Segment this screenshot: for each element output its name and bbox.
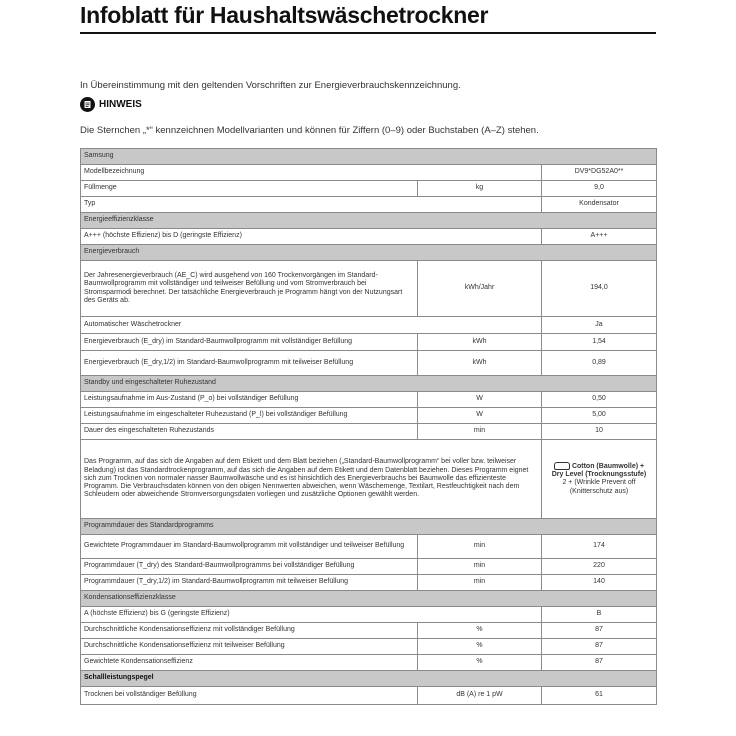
info-table xyxy=(80,148,657,705)
po-label: Leistungsaufnahme im Aus-Zustand (P_o) bei vollständiger Befüllung xyxy=(81,392,418,408)
table-row xyxy=(81,229,657,245)
edry-value: 1,54 xyxy=(542,334,657,351)
noise-header: Schallleistungspegel xyxy=(81,671,657,687)
brand-cell: Samsung xyxy=(81,149,657,165)
program-value-line4: (Knitterschutz aus) xyxy=(569,487,629,495)
aec-value: 194,0 xyxy=(542,261,657,317)
standby-header: Standby und eingeschalteter Ruhezustand xyxy=(81,376,657,392)
tl-label: Dauer des eingeschalteten Ruhezustands xyxy=(81,424,418,440)
noise-unit: dB (A) re 1 pW xyxy=(418,687,542,705)
tdry-unit: min xyxy=(418,559,542,575)
note-label: HINWEIS xyxy=(99,99,142,110)
noise-label: Trocknen bei vollständiger Befüllung xyxy=(81,687,418,705)
capacity-label: Füllmenge xyxy=(81,181,418,197)
table-row xyxy=(81,671,657,687)
program-value xyxy=(542,440,657,519)
table-row xyxy=(81,392,657,408)
table-row xyxy=(81,535,657,559)
tt-value: 174 xyxy=(542,535,657,559)
cond-full-value: 87 xyxy=(542,623,657,639)
cond-part-unit: % xyxy=(418,639,542,655)
table-row xyxy=(81,607,657,623)
cond-weighted-value: 87 xyxy=(542,655,657,671)
cond-header: Kondensationseffizienzklasse xyxy=(81,591,657,607)
noise-value: 61 xyxy=(542,687,657,705)
cotton-program-icon xyxy=(554,462,570,470)
cond-weighted-unit: % xyxy=(418,655,542,671)
capacity-unit: kg xyxy=(418,181,542,197)
table-row xyxy=(81,408,657,424)
program-value-line1: Cotton (Baumwolle) + xyxy=(571,462,645,470)
tdry-half-label: Programmdauer (T_dry,1/2) im Standard-Baumwollprogramm mit teilweiser Befüllung xyxy=(81,575,418,591)
table-row xyxy=(81,591,657,607)
table-row xyxy=(81,687,657,705)
page-title: Infoblatt für Haushaltswäschetrockner xyxy=(80,2,489,28)
table-row xyxy=(81,181,657,197)
table-row xyxy=(81,197,657,213)
auto-dryer-value: Ja xyxy=(542,317,657,334)
edry-label: Energieverbrauch (E_dry) im Standard-Baumwollprogramm mit vollständiger Befüllung xyxy=(81,334,418,351)
table-row xyxy=(81,351,657,376)
energy-header: Energieverbrauch xyxy=(81,245,657,261)
cond-part-label: Durchschnittliche Kondensationseffizienz mit teilweiser Befüllung xyxy=(81,639,418,655)
table-row xyxy=(81,519,657,535)
tdry-label: Programmdauer (T_dry) des Standard-Baumwollprogramms bei vollständiger Befüllung xyxy=(81,559,418,575)
capacity-value: 9,0 xyxy=(542,181,657,197)
table-row xyxy=(81,655,657,671)
pl-value: 5,00 xyxy=(542,408,657,424)
cond-full-unit: % xyxy=(418,623,542,639)
table-row xyxy=(81,376,657,392)
eec-label: A+++ (höchste Effizienz) bis D (geringste Effizienz) xyxy=(81,229,542,245)
tl-unit: min xyxy=(418,424,542,440)
table-row xyxy=(81,623,657,639)
edry-half-label: Energieverbrauch (E_dry,1/2) im Standard-Baumwollprogramm mit teilweiser Befüllung xyxy=(81,351,418,376)
table-row xyxy=(81,334,657,351)
auto-dryer-label: Automatischer Wäschetrockner xyxy=(81,317,542,334)
program-value-line2: Dry Level (Trocknungsstufe) xyxy=(551,471,647,479)
cond-class-value: B xyxy=(542,607,657,623)
table-row xyxy=(81,440,657,519)
tdry-value: 220 xyxy=(542,559,657,575)
intro-text: In Übereinstimmung mit den geltenden Vorschriften zur Energieverbrauchskennzeichnung. xyxy=(80,80,461,91)
program-text: Das Programm, auf das sich die Angaben auf dem Etikett und dem Blatt beziehen („Standard-Baumwollprogramm“ bei voller bzw. teilweiser Beladung) ist das Standardtrockenprogramm, auf das sich die Angaben auf dem Etikett und dem Datenblatt beziehen. Dieses Programm eignet sich zum Trocknen von normaler nasser Baumwollwäsche und es ist hinsichtlich des Energieverbrauchs bei Baumwolle das effizienteste Programm. Die Verbrauchsdaten können von den obigen Nennwerten abweichen, wenn Wäschemenge, Textilart, Restfeuchtigkeit nach dem Schleudern oder abweichende Stromversorgungsdaten vorliegen und zusätzliche Optionen gewählt werden. xyxy=(81,440,542,519)
table-row xyxy=(81,424,657,440)
note-text: Die Sternchen „*“ kennzeichnen Modellvarianten und können für Ziffern (0–9) oder Buchstaben (A–Z) stehen. xyxy=(80,125,539,136)
tt-label: Gewichtete Programmdauer im Standard-Baumwollprogramm mit vollständiger und teilweiser Befüllung xyxy=(81,535,418,559)
table-row xyxy=(81,317,657,334)
aec-text: Der Jahresenergieverbrauch (AE_C) wird ausgehend von 160 Trockenvorgängen im Standard-Baumwollprogramm mit vollständiger und teilweiser Befüllung und vom Stromverbrauch bei Stromsparmodi berechnet. Der tatsächliche Energieverbrauch je Programm hängt von der Nutzungsart des Geräts ab. xyxy=(81,261,418,317)
cond-full-label: Durchschnittliche Kondensationseffizienz mit vollständiger Befüllung xyxy=(81,623,418,639)
table-row xyxy=(81,575,657,591)
table-row xyxy=(81,559,657,575)
edry-unit: kWh xyxy=(418,334,542,351)
table-row xyxy=(81,165,657,181)
pl-unit: W xyxy=(418,408,542,424)
model-label: Modellbezeichnung xyxy=(81,165,542,181)
tdry-half-unit: min xyxy=(418,575,542,591)
table-row xyxy=(81,213,657,229)
tl-value: 10 xyxy=(542,424,657,440)
po-value: 0,50 xyxy=(542,392,657,408)
aec-unit: kWh/Jahr xyxy=(418,261,542,317)
edry-half-unit: kWh xyxy=(418,351,542,376)
edry-half-value: 0,89 xyxy=(542,351,657,376)
tdry-half-value: 140 xyxy=(542,575,657,591)
eec-value: A+++ xyxy=(542,229,657,245)
type-value: Kondensator xyxy=(542,197,657,213)
title-divider xyxy=(80,32,656,34)
model-value: DV9*DG52A0** xyxy=(542,165,657,181)
note-circle-icon xyxy=(80,97,95,112)
type-label: Typ xyxy=(81,197,542,213)
cond-weighted-label: Gewichtete Kondensationseffizienz xyxy=(81,655,418,671)
pl-label: Leistungsaufnahme im eingeschalteter Ruhezustand (P_l) bei vollständiger Befüllung xyxy=(81,408,418,424)
table-row xyxy=(81,639,657,655)
cond-part-value: 87 xyxy=(542,639,657,655)
cond-class-label: A (höchste Effizienz) bis G (geringste Effizienz) xyxy=(81,607,542,623)
table-row xyxy=(81,149,657,165)
note-heading xyxy=(80,97,142,112)
table-row xyxy=(81,261,657,317)
program-value-line3: 2 + (Wrinkle Prevent off xyxy=(562,479,636,487)
eec-header: Energieeffizienzklasse xyxy=(81,213,657,229)
po-unit: W xyxy=(418,392,542,408)
duration-header: Programmdauer des Standardprogramms xyxy=(81,519,657,535)
table-row xyxy=(81,245,657,261)
tt-unit: min xyxy=(418,535,542,559)
